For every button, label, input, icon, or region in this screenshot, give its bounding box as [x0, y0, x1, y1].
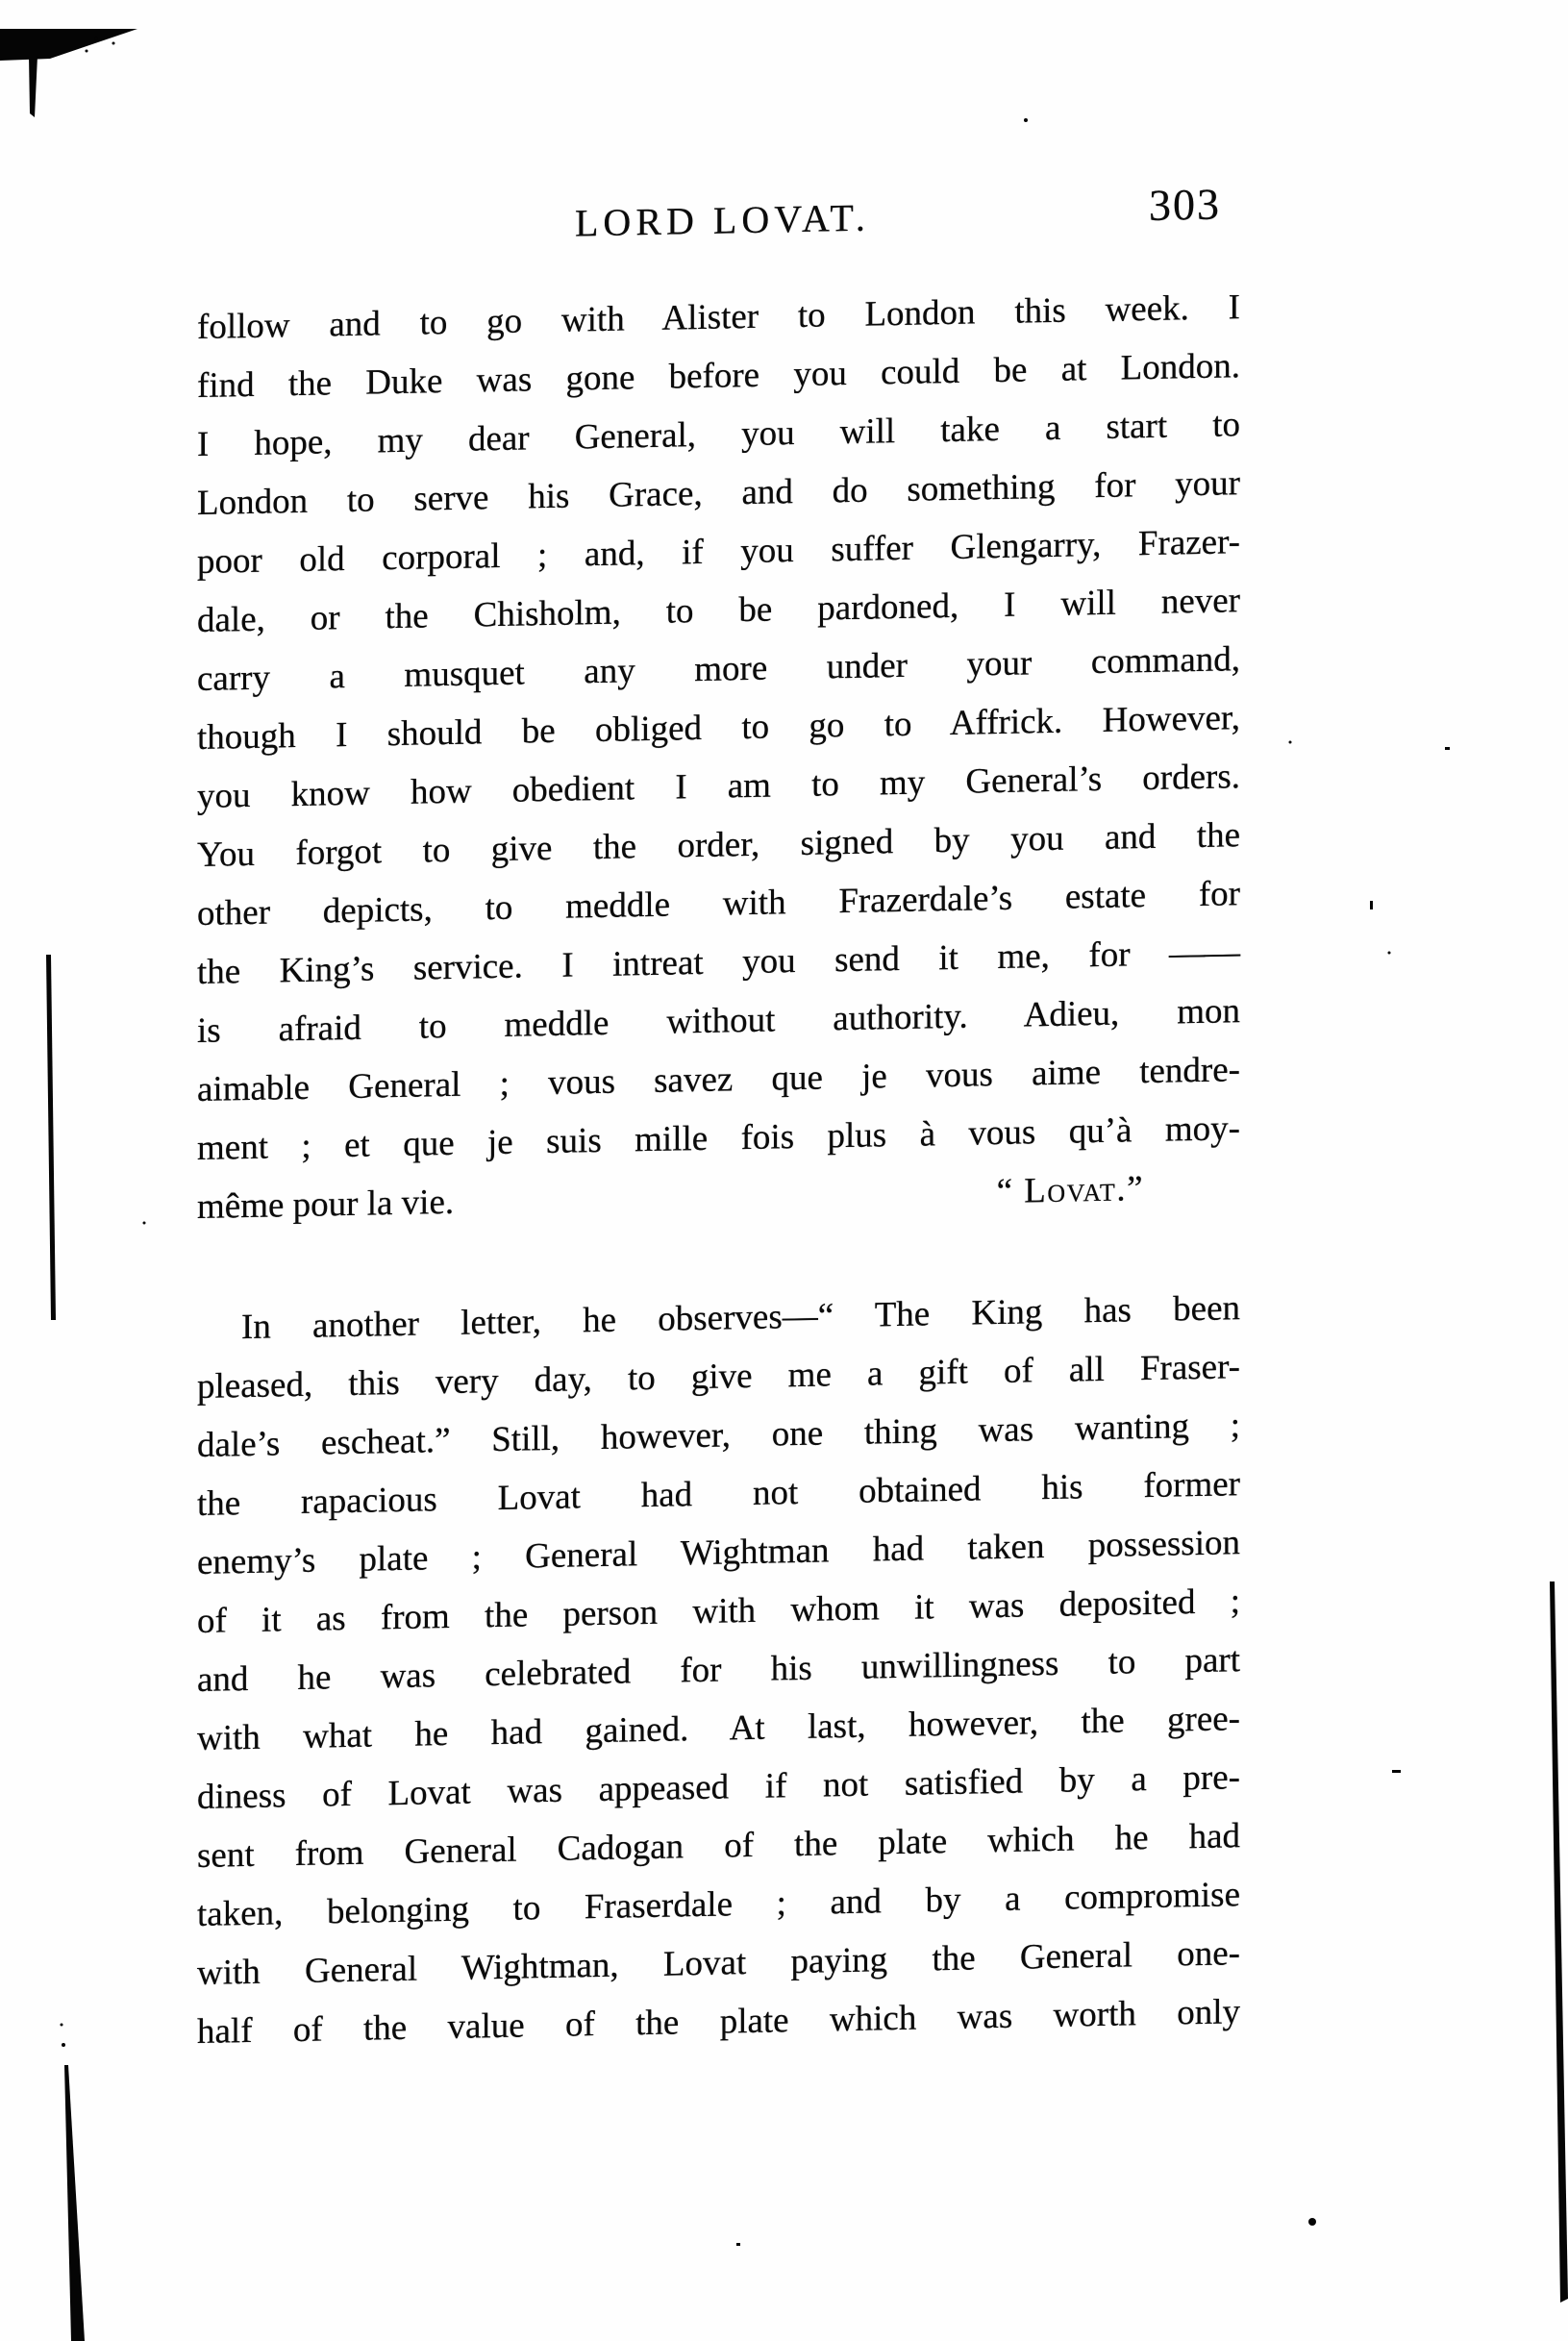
letter-signature: “ Lovat.” [996, 1169, 1144, 1212]
text-line: pleased, this very day, to give me a gift of all Fraser- [197, 1347, 1240, 1407]
text-line: follow and to go with Alister to London this week. I [197, 287, 1240, 347]
page-number: 303 [1149, 179, 1221, 230]
scan-speck [143, 1222, 146, 1225]
scan-speck [112, 42, 115, 45]
scan-speck [62, 2043, 65, 2047]
page-text-block [197, 170, 1240, 2061]
letter-closing-text: même pour la vie. [197, 1182, 455, 1227]
text-line: I hope, my dear General, you will take a start to [197, 405, 1240, 464]
scan-speck [1370, 901, 1373, 909]
text-line: is afraid to meddle without authority. Adieu, mon [197, 991, 1240, 1051]
text-line: dale’s escheat.” Still, however, one thing was wanting ; [197, 1406, 1240, 1465]
narrative-paragraph [197, 1279, 1240, 2061]
running-title: LORD LOVAT. [575, 195, 870, 245]
scan-speck [1308, 2218, 1316, 2226]
scan-speck [1289, 741, 1292, 744]
letter-paragraph [197, 278, 1240, 1178]
text-line: you know how obedient I am to my General’s orders. [197, 757, 1240, 816]
text-line: the rapacious Lovat had not obtained his former [197, 1464, 1240, 1524]
text-line: other depicts, to meddle with Frazerdale’s estate for [197, 874, 1240, 934]
text-line: ment ; et que je suis mille fois plus à vous qu’à moy- [197, 1108, 1240, 1168]
text-line: find the Duke was gone before you could be at London. [197, 346, 1240, 406]
text-line: aimable General ; vous savez que je vous aime tendre- [197, 1050, 1240, 1109]
scan-blot-top-left [0, 29, 137, 61]
text-line: with General Wightman, Lovat paying the General one- [197, 1933, 1240, 1993]
text-line: though I should be obliged to go to Affrick. However, [197, 698, 1240, 758]
text-line: carry a musquet any more under your command, [197, 639, 1240, 699]
scan-blot-drip [29, 56, 37, 117]
scan-scratch-left [46, 955, 56, 1320]
page-header [197, 170, 1240, 279]
scan-speck [1445, 747, 1450, 750]
scan-streak-bottom-left [64, 2065, 85, 2341]
text-line: You forgot to give the order, signed by you and the [197, 815, 1240, 875]
scan-speck [86, 50, 88, 53]
text-line: enemy’s plate ; General Wightman had taken possession [197, 1523, 1240, 1582]
text-line: taken, belonging to Fraserdale ; and by a compromise [197, 1875, 1240, 1934]
text-line: diness of Lovat was appeased if not satisfied by a pre- [197, 1757, 1240, 1817]
text-line: London to serve his Grace, and do something for your [197, 463, 1240, 523]
text-line: sent from General Cadogan of the plate which he had [197, 1816, 1240, 1876]
scan-speck [1392, 1770, 1401, 1773]
text-line: and he was celebrated for his unwillingness to part [197, 1640, 1240, 1700]
letter-body [197, 278, 1240, 2061]
text-line: the King’s service. I intreat you send it me, for —— [197, 933, 1240, 992]
text-line: with what he had gained. At last, however, the gree- [197, 1699, 1240, 1758]
text-line: of it as from the person with whom it was deposited ; [197, 1581, 1240, 1641]
scan-speck [736, 2243, 740, 2246]
text-line: half of the value of the plate which was worth only [197, 1992, 1240, 2052]
scan-speck [1388, 952, 1391, 955]
text-line: poor old corporal ; and, if you suffer Glengarry, Frazer- [197, 522, 1240, 582]
text-line: dale, or the Chisholm, to be pardoned, I will never [197, 581, 1240, 640]
scan-speck [1024, 118, 1028, 122]
scan-scratch-right [1550, 1581, 1568, 2303]
scan-speck [61, 2024, 63, 2027]
text-line: In another letter, he observes—“ The King has been [241, 1288, 1240, 1348]
scan-speck [94, 37, 98, 40]
